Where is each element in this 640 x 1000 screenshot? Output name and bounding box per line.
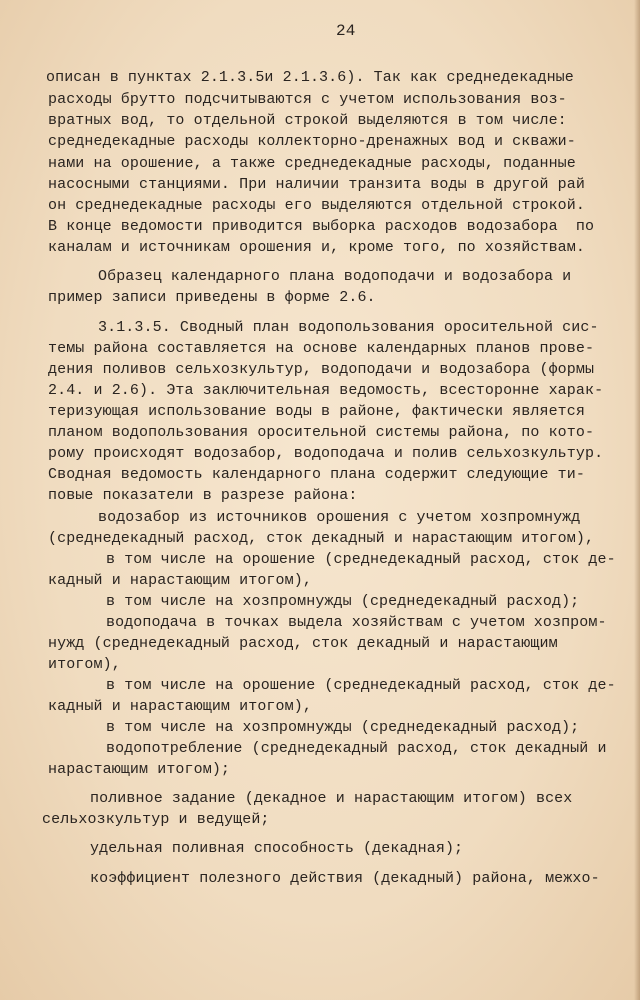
text-line: пример записи приведены в форме 2.6. bbox=[48, 289, 376, 306]
list-item-line: водоподача в точках выдела хозяйствам с учетом хозпром- bbox=[106, 614, 607, 631]
text-line: темы района составляется на основе календарных планов прове- bbox=[48, 340, 595, 357]
text-line: Сводная ведомость календарного плана содержит следующие ти- bbox=[48, 466, 585, 483]
list-item-line: в том числе на хозпромнужды (среднедекадный расход); bbox=[106, 719, 580, 736]
text-line: теризующая использование воды в районе, фактически является bbox=[48, 403, 585, 420]
list-item-line: коэффициент полезного действия (декадный) района, межхо- bbox=[90, 870, 600, 887]
text-line: нами на орошение, а также среднедекадные расходы, поданные bbox=[48, 155, 576, 172]
list-item-line: водопотребление (среднедекадный расход, сток декадный и bbox=[106, 740, 607, 757]
text-line: описан в пунктах 2.1.3.5и 2.1.3.6). Так как среднедекадные bbox=[46, 69, 574, 86]
text-line: он среднедекадные расходы его выделяются отдельной строкой. bbox=[48, 197, 585, 214]
page-number: 24 bbox=[336, 22, 356, 40]
text-line: повые показатели в разрезе района: bbox=[48, 487, 358, 504]
text-line: В конце ведомости приводится выборка расходов водозабора по bbox=[48, 218, 595, 235]
list-item-line: в том числе на хозпромнужды (среднедекадный расход); bbox=[106, 593, 580, 610]
text-line: планом водопользования оросительной системы района, по кото- bbox=[48, 424, 595, 441]
text-line: сельхозкультур и ведущей; bbox=[42, 811, 270, 828]
text-line: насосными станциями. При наличии транзита воды в другой рай bbox=[48, 176, 585, 193]
text-line: расходы брутто подсчитываются с учетом использования воз- bbox=[48, 91, 567, 108]
text-line: дения поливов сельхозкультур, водоподачи и водозабора (формы bbox=[48, 361, 595, 378]
text-line: нужд (среднедекадный расход, сток декадный и нарастающим bbox=[48, 635, 558, 652]
section-heading-line: 3.1.3.5. Сводный план водопользования оросительной сис- bbox=[98, 319, 599, 336]
text-line: кадный и нарастающим итогом), bbox=[48, 698, 312, 715]
list-item-line: удельная поливная способность (декадная); bbox=[90, 840, 464, 857]
text-line: каналам и источникам орошения и, кроме того, по хозяйствам. bbox=[48, 239, 585, 256]
page-edge-shadow bbox=[634, 0, 640, 1000]
text-line: 2.4. и 2.6). Эта заключительная ведомость, всесторонне харак- bbox=[48, 382, 604, 399]
list-item-line: водозабор из источников орошения с учетом хозпромнужд bbox=[98, 509, 581, 526]
text-line: кадный и нарастающим итогом), bbox=[48, 572, 312, 589]
text-line: итогом), bbox=[48, 656, 121, 673]
list-item-line: в том числе на орошение (среднедекадный расход, сток де- bbox=[106, 551, 616, 568]
list-item-line: поливное задание (декадное и нарастающим итогом) всех bbox=[90, 790, 573, 807]
text-line: вратных вод, то отдельной строкой выделяются в том числе: bbox=[48, 112, 567, 129]
list-item-line: в том числе на орошение (среднедекадный расход, сток де- bbox=[106, 677, 616, 694]
text-line: рому происходят водозабор, водоподача и полив сельхозкультур. bbox=[48, 445, 604, 462]
text-line: Образец календарного плана водоподачи и водозабора и bbox=[98, 268, 572, 285]
text-line: (среднедекадный расход, сток декадный и нарастающим итогом), bbox=[48, 530, 595, 547]
text-line: нарастающим итогом); bbox=[48, 761, 231, 778]
text-line: среднедекадные расходы коллекторно-дренажных вод и скважи- bbox=[48, 133, 576, 150]
